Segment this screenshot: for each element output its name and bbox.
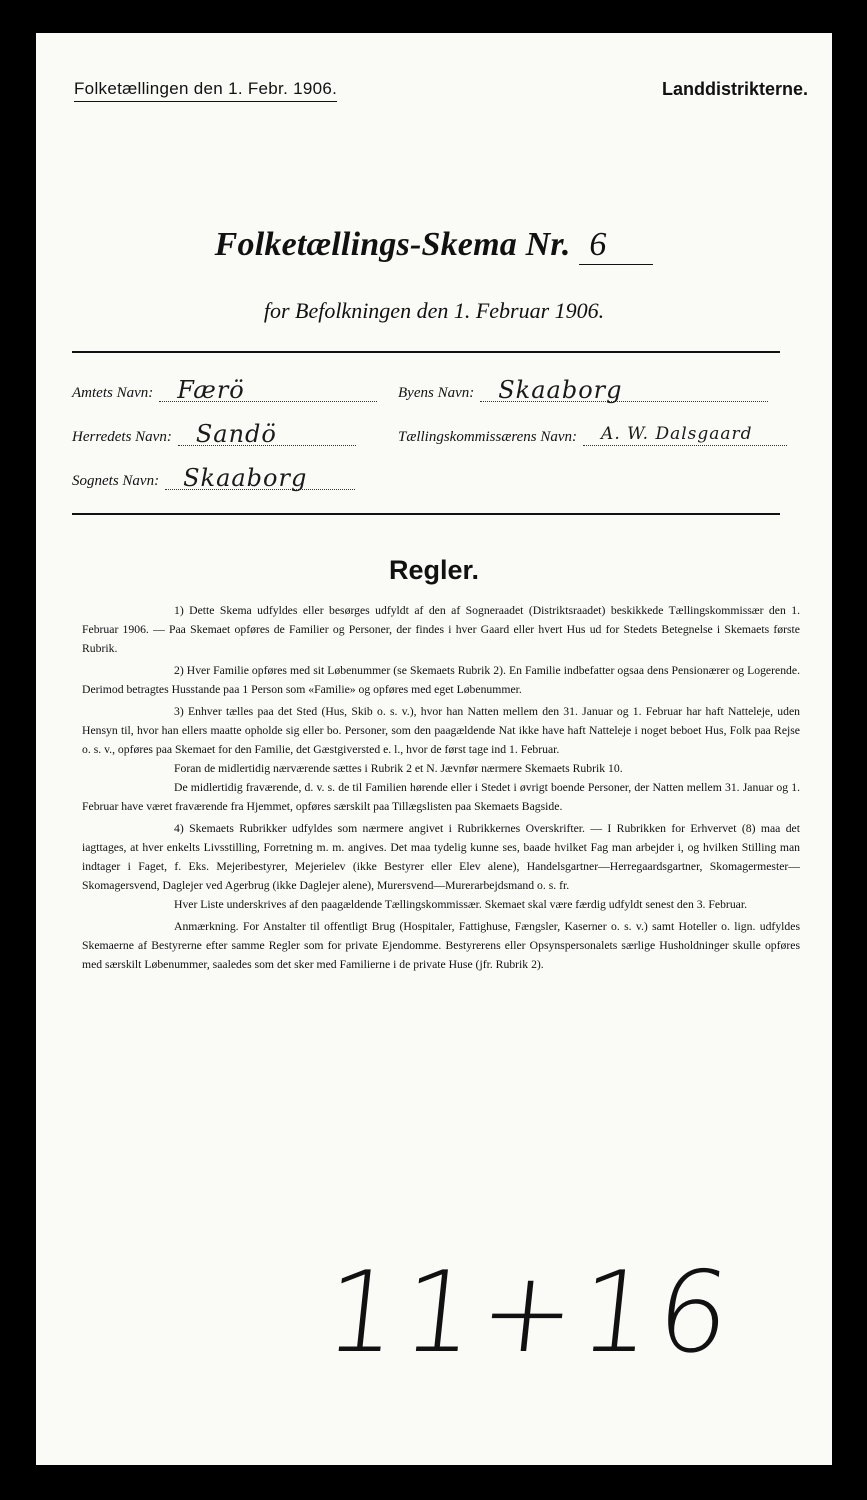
divider-top [72, 351, 780, 353]
census-form-sheet [36, 33, 832, 1465]
amt-field [72, 376, 377, 404]
rule-2: 2) Hver Familie opføres med sit Løbenummer (se Skemaets Rubrik 2). En Familie indbefatter ogsaa dens Pensionærer og Logerende. Derimod betragtes Husstande paa 1 Person som «Familie» og opføres med eget Løbenummer. [82, 664, 800, 696]
rules-body [82, 601, 800, 974]
census-date-line: Folketællingen den 1. Febr. 1906. [74, 79, 337, 102]
divider-bottom [72, 513, 780, 515]
rule-1: 1) Dette Skema udfyldes eller besørges udfyldt af den af Sogneraadet (Distriktsraadet) beskikkede Tællingskommissær den 1. Februar 1906. — Paa Skemaet opføres de Familier og Personer, der findes i hver Gaard eller hvert Hus ud for Stedets Betegnelse i Skemaets første Rubrik. [82, 604, 800, 655]
rule-3: 3) Enhver tælles paa det Sted (Hus, Skib o. s. v.), hvor han Natten mellem den 31. Januar og 1. Februar har haft Natteleje, uden Hensyn til, hvor han ellers maatte opholde sig eller bo. Personer, som den paagældende Nat ikke have haft Natteleje i noget beboet Hus, Folk paa Rejse o. s. v., opføres paa Skemaet for den Familie, det Gæstgiversted e. l., hvor de først tage ind 1. Februar. [82, 705, 800, 756]
byens-label: Byens Navn: [398, 385, 475, 401]
amt-value: Færö [159, 379, 377, 402]
herred-label: Herredets Navn: [72, 429, 172, 445]
byens-field [398, 376, 768, 404]
rule-3-absent: De midlertidig fraværende, d. v. s. de til Familien hørende eller i Stedet i øvrigt boende Personer, der Natten mellem 31. Januar og 1. Februar have været fraværende fra Hjemmet, opføres særskilt paa Tillægslisten paa Skemaets Bagside. [82, 781, 800, 813]
form-subtitle: for Befolkningen den 1. Februar 1906. [263, 298, 605, 323]
remark: Anmærkning. For Anstalter til offentligt Brug (Hospitaler, Fattighuse, Fængsler, Kaserner o. s. v.) samt Hoteller o. lign. udfyldes Skemaerne af Bestyrerne efter samme Regler som for private Ejendomme. Bestyrerens eller Opsynspersonalets særlige Husholdninger skulle opføres med særskilt Løbenummer, saaledes som det sker med Familierne i de private Huse (jfr. Rubrik 2). [82, 920, 800, 971]
form-number: 6 [579, 226, 653, 265]
sogn-value: Skaaborg [165, 467, 355, 490]
kommissaer-value: A. W. Dalsgaard [583, 423, 787, 446]
sogn-label: Sognets Navn: [72, 473, 160, 489]
district-type: Landdistrikterne. [661, 79, 808, 99]
rule-3-present: Foran de midlertidig nærværende sættes i Rubrik 2 et N. Jævnfør nærmere Skemaets Rubrik 10. [174, 762, 623, 775]
form-title-text: Folketællings-Skema Nr. [214, 226, 571, 263]
rules-heading: Regler. [388, 555, 480, 585]
herred-value: Sandö [178, 423, 356, 446]
sogn-field [72, 464, 355, 492]
herred-field [72, 420, 356, 448]
handwritten-total: 11+16 [319, 1248, 742, 1378]
kommissaer-field [398, 423, 787, 446]
byens-value: Skaaborg [480, 379, 768, 402]
form-title [36, 226, 832, 265]
rule-4-signature: Hver Liste underskrives af den paagældende Tællingskommissær. Skemaet skal være færdig udfyldt senest den 3. Februar. [174, 898, 748, 911]
amt-label: Amtets Navn: [72, 385, 154, 401]
rule-4: 4) Skemaets Rubrikker udfyldes som nærmere angivet i Rubrikkernes Overskrifter. — I Rubrikken for Erhvervet (8) maa det iagttages, at hver enkelts Livsstilling, Forretning m. m. angives. Det maa tydelig kunne ses, baade hvilket Fag man arbejder i, og hvilken Stilling man indtager i Faget, f. Eks. Mejeribestyrer, Mejerielev (ikke Bestyrer eller Elev alene), Handelsgartner—Herregaardsgartner, Skomagermester—Skomagersvend, Daglejer ved Agerbrug (ikke Daglejer alene), Murersvend—Murerarbejdsmand o. s. fr. [82, 822, 800, 892]
kommissaer-label: Tællingskommissærens Navn: [398, 429, 578, 445]
